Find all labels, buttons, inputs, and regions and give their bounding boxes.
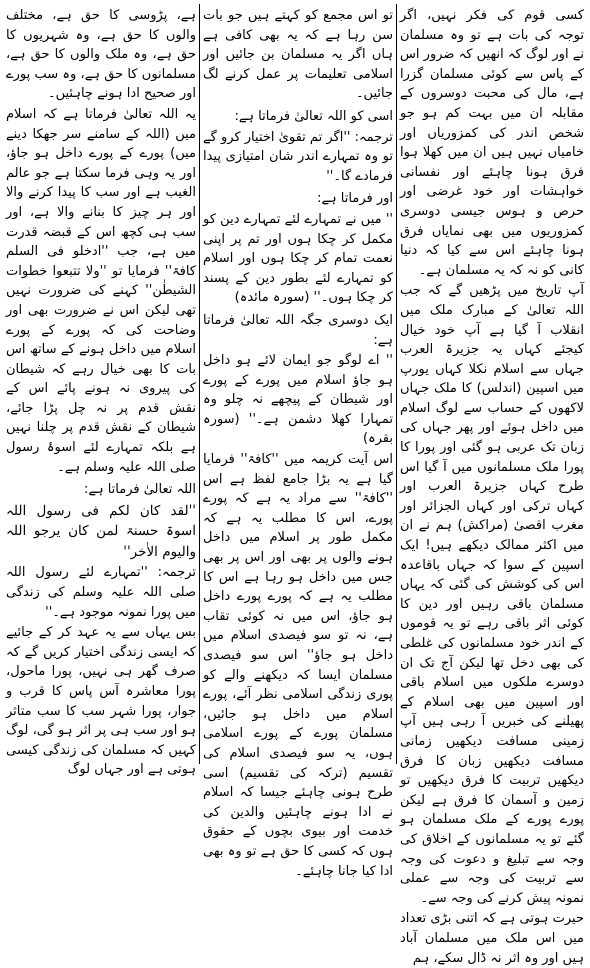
paragraph: آپ تاریخ میں پڑھیں گے کہ جب اللہ تعالیٰ کے مبارک ملک میں انقلاب آ گیا ہے آپ خود خیال کیجئے کہاں یہ جزیرۃ العرب جہاں سے اسلام نکلا کہاں یورپ میں اسپین (اندلس) کا ملک جہاں لاکھوں کے حساب سے لوگ اسلام میں داخل ہوئے اور پھر جہاں کی زبان تک عربی ہو گئی اور پورا کا پورا ملک مسلمانوں میں آ گیا اس طرح کہاں جزیرۃ العرب اور کہاں ترکی اور کہاں الجزائر اور مغرب اقصیٰ (مراکش) ہم نے ان میں اکثر ممالک دیکھے ہیں! ایک اسپین کے سوا کہ جہاں باقاعدہ اس کی کوشش کی گئی کہ یہاں مسلمان باقی رہیں اور دین کا کوئی اثر باقی رہے تو یہ قوموں کے اندر خود مسلمانوں کی غلطی کی بھی دخل تھا لیکن آج تک ان دوسرے ملکوں میں اسلام باقی اور اسپین میں بھی اسلام کے پھیلنے کی خبریں آ رہی ہیں آپ زمینی مسافت دیکھیں زمانی مسافت دیکھیں زبان کا فرق دیکھیں تربیت کا فرق دیکھیں تو زمین و آسمان کا فرق ہے لیکن پورے پورے کے ملک مسلمان ہو گئے تو یہ مسلمانوں کے اخلاق کی وجہ سے تبلیغ و دعوت کی وجہ سے تربیت کی وجہ سے عملی نمونہ پیش کرنے کی وجہ سے۔	[400, 283, 584, 906]
column-divider	[396, 4, 397, 764]
column-left	[6, 6, 196, 778]
subheading: اللہ تعالیٰ فرماتا ہے:	[83, 482, 196, 498]
paragraph: حیرت ہوتی ہے کہ اتنی بڑی تعداد میں اس ملک میں مسلمان آباد ہیں اور وہ اثر نہ ڈال سکے، ہم	[400, 911, 584, 966]
column-divider	[199, 4, 200, 764]
translation: '' اے لوگو جو ایمان لائے ہو داخل ہو جاؤ اسلام میں پورے کے پورے اور شیطان کے پیچھے نہ چلو وہ تمہارا کھلا دشمن ہے۔'' (سورہ بقرہ)	[203, 353, 393, 447]
subheading: ایک دوسری جگہ اللہ تعالیٰ فرماتا ہے:	[203, 312, 393, 348]
subheading: اور فرماتا ہے:	[317, 191, 393, 207]
paragraph: اس آیت کریمہ میں ''کافۃ'' فرمایا گیا ہے یہ بڑا جامع لفظ ہے اس ''کافۃ'' سے مراد یہ ہے کہ پورے پورے، اس کا مطلب یہ ہے کہ مکمل طور پر اسلام میں داخل ہونے والوں پر بھی اور اس پر بھی جس میں داخل ہو رہا ہے اس کا مطلب یہ ہے کہ پورے پورے داخل ہو جاؤ، اس میں نہ کوئی تقاب ہے، نہ تو سو فیصدی اسلام میں داخل ہو جاؤ'' اس سو فیصدی مسلمان ایسا کہ دیکھنے والے کو پوری زندگی اسلامی نظر آئے، پورے اسلام میں داخل ہو جائیں، مسلمان پورے کے پورے اسلامی ہوں، یہ سو فیصدی اسلام کی تقسیم (ترکہ کی تقسیم) اسی طرح ہونی چاہئے جیسا کہ اسلام نے ادا ہونے چاہئیں والدین کی خدمت اور بیوی بچوں کے حقوق ہوں کہ کسی کا حق ہے تو وہ بھی ادا کیا جانا چاہئے۔	[203, 452, 393, 879]
translation: '' میں نے تمہارے لئے تمہارے دین کو مکمل کر چکا ہوں اور تم پر اپنی نعمت تمام کر چکا ہوں اور اسلام کو تمہارے لئے بطور دین کے پسند کر چکا ہوں۔'' (سورہ مائدہ)	[203, 211, 393, 306]
column-right	[400, 6, 584, 966]
paragraph: بس یہاں سے یہ عہد کر کے جائیے کہ ایسی زندگی اختیار کریں گے کہ صرف گھر ہی نہیں، پورا ماحول، پورا معاشرہ آس پاس کا قرب و جوار، پورا شہر سب کا سب متاثر ہو اور سب ہی پر اثر ہو گی، لوگ کہیں کہ مسلمان کی زندگی کیسی ہوتی ہے اور جہاں لوگ	[6, 625, 196, 778]
subheading: اسی کو اللہ تعالیٰ فرماتا ہے:	[234, 108, 393, 124]
translation: ترجمہ: ''اگر تم تقویٰ اختیار کرو گے تو وہ تمہارے اندر شان امتیازی پیدا فرمادے گا۔''	[203, 129, 393, 184]
paragraph: کسی قوم کی فکر نہیں، اگر توجہ کی بات ہے تو وہ مسلمان نے اور لوگ کہ انھیں کہ ضرور اس کے پاس سے کوئی مسلمان گزرا ہے، مال کی محبت دوسروں کے مقابلہ ان میں بہت کم ہو جو شخص اندر کی کمزوریاں اور خامیاں نہیں ہیں ان میں کھلا ہوا فرق ہونا چاہئے اور نفسانی خواہشات اور خود غرضی اور حرص و ہوس جیسی دوسری کمزوریوں میں بھی نمایاں فرق ہونا چاہئے اس سے کیا کہ دنیا کانی کو نہ کہ یہ مسلمان ہے۔	[400, 8, 584, 278]
paragraph: ہے، پڑوسی کا حق ہے، مختلف والوں کا حق ہے، وہ شہریوں کا حق ہے، وہ ملک والوں کا حق ہے، مسلمانوں کا حق ہے، وہ سب پورے اور صحیح ادا ہونے چاہئیں۔	[6, 8, 196, 102]
paragraph: یہ اللہ تعالیٰ فرماتا ہے کہ اسلام میں (اللہ کے سامنے سر جھکا دینے میں) پورے کے پورے داخل ہو جاؤ، اور یہ وہی فرما سکتا ہے جو عالم الغیب ہے اور سب کا پیدا کرنے والا اور ہر چیز کا بنانے والا ہے، اور سب ہی کچھ اس کے قبضہ قدرت میں ہے، جب ''ادخلو فی السلم کافۃ'' فرمایا تو ''ولا تتبعوا خطوات الشیطٰن'' کہنے کی ضرورت نہیں تھی لیکن اس نے ضرورت بھی اور وضاحت کی کہ پورے کے پورے اسلام میں داخل ہونے کے ساتھ اس بات کا بھی خیال رہے کہ شیطان کی پیروی نہ ہونے پائے اس کے نقش قدم پر نہ چل پڑا جائے، شیطان کے نقش قدم پر چلنا نہیں ہے بلکہ تمہارے لئے اسوۂ رسول صلی اللہ علیہ وسلم ہے۔	[6, 106, 196, 475]
column-middle	[203, 6, 393, 879]
arabic-quote: ''لقد کان لکم فی رسول اللہ اسوۃ حسنۃ لمن کان یرجو اللہ والیوم الاٰخر''	[6, 502, 196, 560]
paragraph: تو اس مجمع کو کہتے ہیں جو بات سن رہا ہے کہ یہ بھی کافی ہے ہاں اگر یہ مسلمان بن جائیں اور اسلامی تعلیمات پر عمل کرنے لگ جائیں۔	[203, 8, 393, 102]
translation: ترجمہ: ''تمہارے لئے رسول اللہ صلی اللہ علیہ وسلم کی زندگی میں پورا نمونہ موجود ہے۔''	[6, 565, 196, 620]
